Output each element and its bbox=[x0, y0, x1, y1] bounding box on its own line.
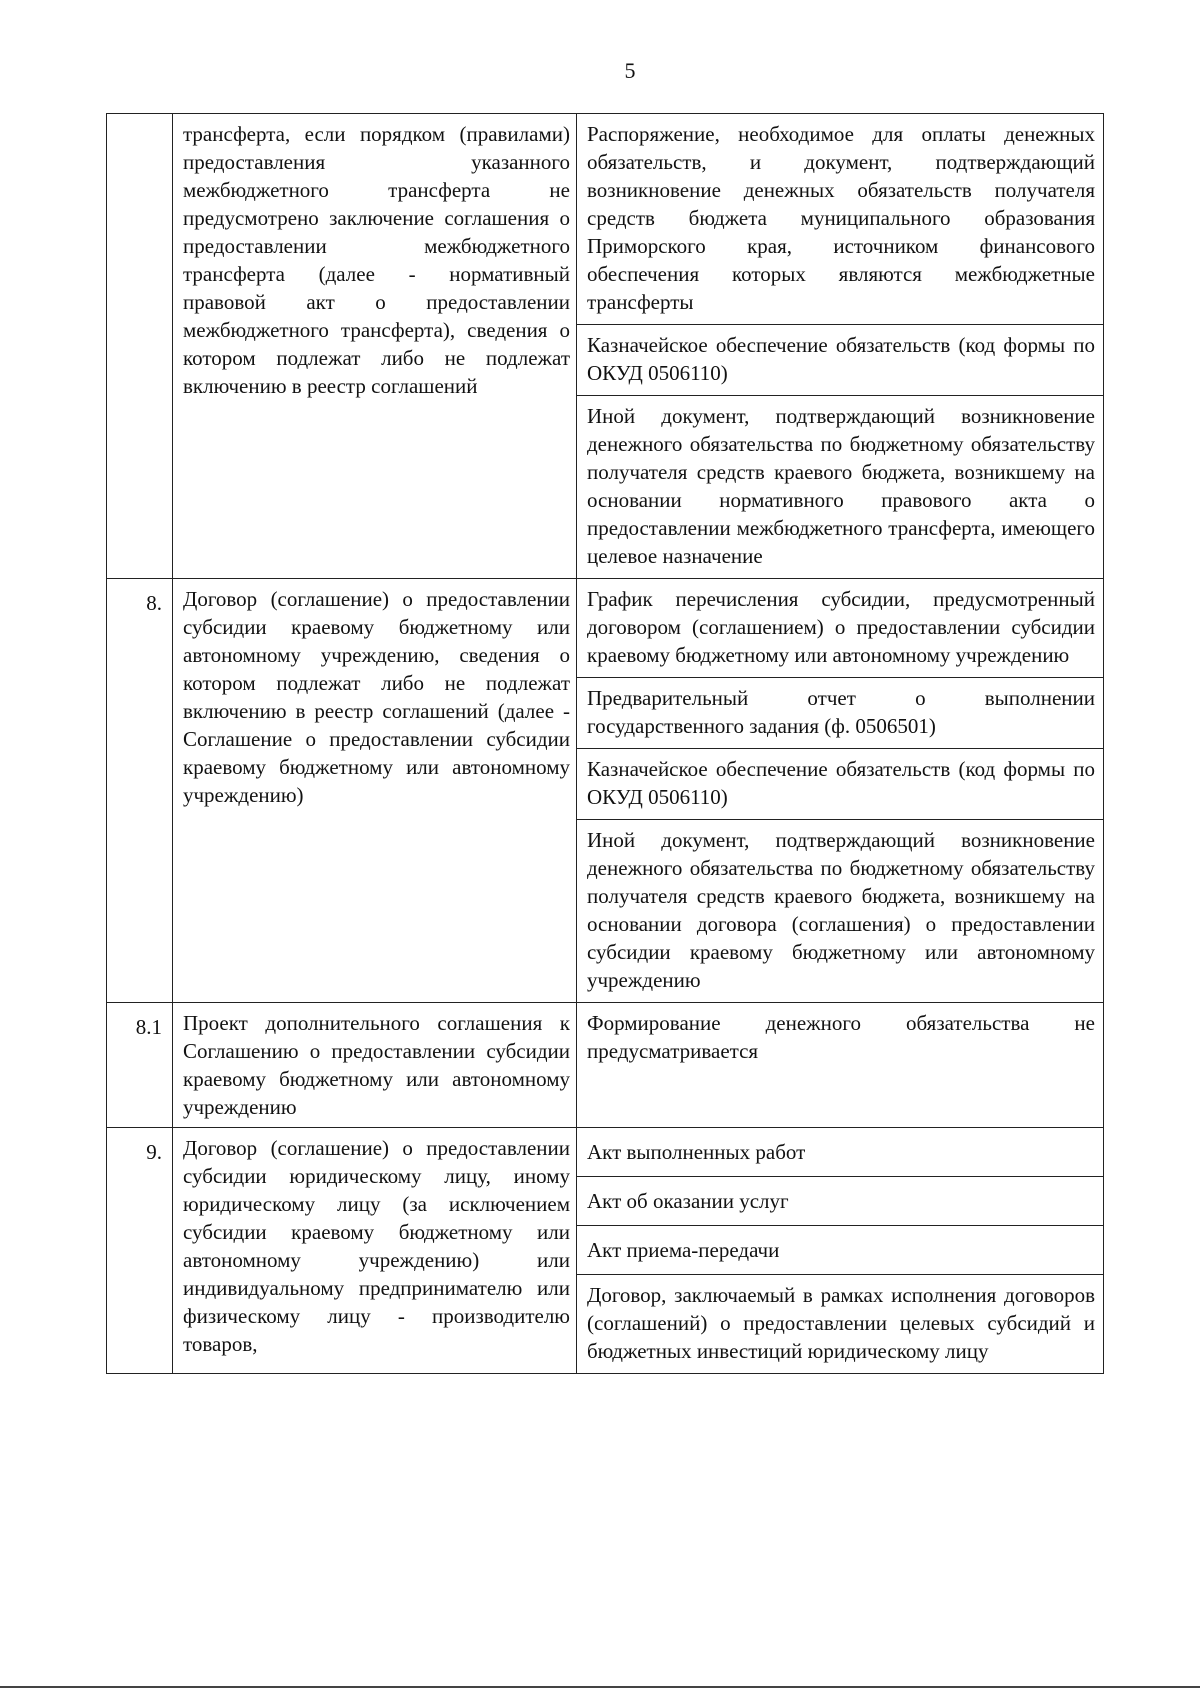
confirming-document: Иной документ, подтверждающий возникновение денежного обязательства по бюджетному обязательству получателя средств краевого бюджета, возникшему на основании договора (соглашения) о предоставлении субсидии краевому бюджетному или автономному учреждению bbox=[587, 828, 1095, 992]
confirming-documents bbox=[577, 1128, 1104, 1374]
basis-document: Договор (соглашение) о предоставлении субсидии юридическому лицу, иному юридическому лицу (за исключением субсидии краевому бюджетному или автономному учреждению) или индивидуальному предпринимателю или физическому лицу - производителю товаров, bbox=[173, 1128, 577, 1374]
table-row bbox=[107, 579, 1104, 1003]
confirming-document: Распоряжение, необходимое для оплаты денежных обязательств, и документ, подтверждающий возникновение денежных обязательств получателя средств бюджета муниципального образования Приморского края, источником финансового обеспечения которых являются межбюджетные трансферты bbox=[577, 114, 1103, 325]
confirming-documents bbox=[577, 114, 1104, 579]
confirming-document: Предварительный отчет о выполнении государственного задания (ф. 0506501) bbox=[577, 678, 1103, 749]
scan-edge-line bbox=[0, 1686, 1200, 1688]
table-row bbox=[107, 1128, 1104, 1374]
table-row bbox=[107, 114, 1104, 579]
documents-table bbox=[106, 113, 1104, 1374]
row-number bbox=[107, 114, 173, 579]
row-number: 8. bbox=[107, 579, 173, 1003]
confirming-documents bbox=[577, 579, 1104, 1003]
confirming-document: Формирование денежного обязательства не предусматривается bbox=[587, 1011, 1095, 1063]
basis-document: Проект дополнительного соглашения к Соглашению о предоставлении субсидии краевому бюджетному или автономному учреждению bbox=[173, 1003, 577, 1128]
table-row bbox=[107, 1003, 1104, 1128]
page-number: 5 bbox=[624, 58, 636, 83]
confirming-document: Акт об оказании услуг bbox=[577, 1177, 1103, 1226]
confirming-document: Акт приема-передачи bbox=[577, 1226, 1103, 1275]
confirming-document: Акт выполненных работ bbox=[577, 1128, 1103, 1177]
confirming-documents bbox=[577, 1003, 1104, 1128]
row-number: 8.1 bbox=[107, 1003, 173, 1128]
basis-document: трансферта, если порядком (правилами) предоставления указанного межбюджетного трансферта не предусмотрено заключение соглашения о предоставлении межбюджетного трансферта (далее - нормативный правовой акт о предоставлении межбюджетного трансферта), сведения о котором подлежат либо не подлежат включению в реестр соглашений bbox=[173, 114, 577, 579]
row-number: 9. bbox=[107, 1128, 173, 1374]
confirming-document: График перечисления субсидии, предусмотренный договором (соглашением) о предоставлении субсидии краевому бюджетному или автономному учреждению bbox=[577, 579, 1103, 678]
confirming-document: Казначейское обеспечение обязательств (код формы по ОКУД 0506110) bbox=[577, 325, 1103, 396]
confirming-document: Казначейское обеспечение обязательств (код формы по ОКУД 0506110) bbox=[577, 749, 1103, 820]
confirming-document: Иной документ, подтверждающий возникновение денежного обязательства по бюджетному обязательству получателя средств краевого бюджета, возникшему на основании нормативного правового акта о предоставлении межбюджетного трансферта, имеющего целевое назначение bbox=[587, 404, 1095, 568]
basis-document: Договор (соглашение) о предоставлении субсидии краевому бюджетному или автономному учреждению, сведения о котором подлежат либо не подлежат включению в реестр соглашений (далее - Соглашение о предоставлении субсидии краевому бюджетному или автономному учреждению) bbox=[173, 579, 577, 1003]
confirming-document: Договор, заключаемый в рамках исполнения договоров (соглашений) о предоставлении целевых субсидий и бюджетных инвестиций юридическому лицу bbox=[587, 1283, 1095, 1363]
